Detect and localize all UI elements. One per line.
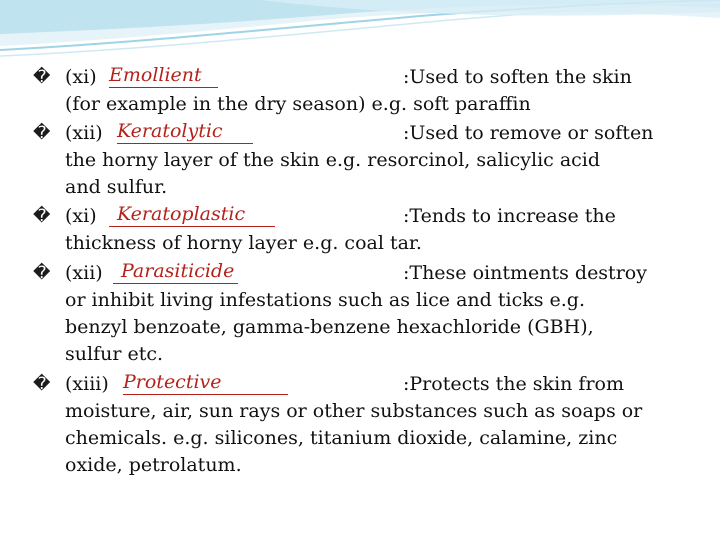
description-start: :Protects the skin from: [403, 373, 624, 395]
definition-item-keratolytic: [33, 120, 693, 201]
term-label: Keratoplastic: [109, 203, 275, 227]
description-line: (for example in the dry season) e.g. soft paraffin: [65, 93, 531, 115]
description-line: and sulfur.: [65, 176, 168, 198]
bullet-icon: �: [33, 206, 51, 226]
description-start: :Tends to increase the: [403, 205, 616, 227]
description-start: :These ointments destroy: [403, 262, 647, 284]
description-line: oxide, petrolatum.: [65, 454, 242, 476]
description-line: moisture, air, sun rays or other substances such as soaps or: [65, 400, 643, 422]
term-label: Parasiticide: [113, 260, 238, 284]
item-number: (xi): [65, 205, 97, 227]
definition-item-protective: [33, 371, 693, 479]
bullet-icon: �: [33, 67, 51, 87]
item-number: (xiii): [65, 373, 109, 395]
description-start: :Used to remove or soften: [403, 122, 654, 144]
definition-item-emollient: [33, 64, 693, 118]
definition-item-parasiticide: [33, 260, 693, 368]
term-label: Protective: [123, 371, 288, 395]
description-line: sulfur etc.: [65, 343, 164, 365]
bullet-icon: �: [33, 374, 51, 394]
description-start: :Used to soften the skin: [403, 66, 632, 88]
bullet-icon: �: [33, 263, 51, 283]
description-line: chemicals. e.g. silicones, titanium dioxide, calamine, zinc: [65, 427, 618, 449]
description-line: or inhibit living infestations such as lice and ticks e.g.: [65, 289, 585, 311]
description-line: benzyl benzoate, gamma-benzene hexachloride (GBH),: [65, 316, 594, 338]
item-number: (xii): [65, 262, 103, 284]
description-line: thickness of horny layer e.g. coal tar.: [65, 232, 422, 254]
item-number: (xii): [65, 122, 103, 144]
description-line: the horny layer of the skin e.g. resorcinol, salicylic acid: [65, 149, 601, 171]
item-number: (xi): [65, 66, 97, 88]
definition-item-keratoplastic: [33, 203, 693, 257]
term-label: Emollient: [109, 64, 218, 88]
term-label: Keratolytic: [117, 120, 253, 144]
bullet-icon: �: [33, 123, 51, 143]
